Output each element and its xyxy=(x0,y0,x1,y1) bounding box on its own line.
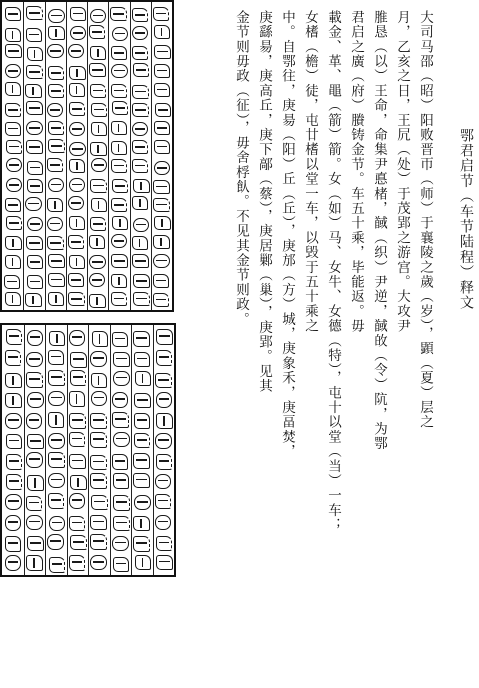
rubbing-glyph xyxy=(90,515,107,531)
rubbing-glyph xyxy=(156,392,173,408)
rubbing-glyph xyxy=(69,516,86,532)
rubbing-glyph xyxy=(6,454,23,470)
rubbing-glyph xyxy=(113,557,130,573)
rubbing-glyph xyxy=(70,26,86,40)
rubbing-glyph xyxy=(132,140,148,154)
rubbing-glyph xyxy=(48,84,64,98)
rubbing-glyph xyxy=(110,7,126,21)
rubbing-glyph xyxy=(68,292,84,306)
rubbing-glyph xyxy=(27,434,44,450)
rubbing-glyph xyxy=(6,216,22,230)
rubbing-glyph xyxy=(91,495,108,511)
rubbing-glyph xyxy=(133,63,149,77)
rubbing-column-divider xyxy=(110,325,111,575)
rubbing-column-divider xyxy=(153,325,154,575)
rubbing-glyph xyxy=(47,534,64,550)
rubbing-glyph xyxy=(153,7,169,21)
rubbing-glyph xyxy=(48,273,64,287)
rubbing-glyph xyxy=(48,370,65,386)
rubbing-glyph xyxy=(133,292,149,306)
rubbing-glyph xyxy=(154,83,170,97)
rubbing-glyph xyxy=(132,8,148,22)
rubbing-glyph xyxy=(26,352,43,368)
rubbing-glyph xyxy=(70,7,86,21)
rubbing-glyph xyxy=(112,454,129,470)
rubbing-glyph xyxy=(155,373,172,389)
rubbing-glyph xyxy=(5,198,21,212)
rubbing-glyph xyxy=(111,121,127,135)
rubbing-glyph xyxy=(69,555,86,571)
rubbing-glyph xyxy=(89,273,105,287)
rubbing-glyph xyxy=(111,198,127,212)
rubbing-glyph xyxy=(154,121,170,135)
rubbing-glyph xyxy=(112,536,129,552)
rubbing-glyph xyxy=(6,434,23,450)
rubbing-glyph xyxy=(90,84,106,98)
rubbing-column-divider xyxy=(45,325,46,575)
transcription-line-2: 月，乙亥之日，王凥（处）于茂郢之游宫。大攻尹 xyxy=(394,10,410,334)
rubbing-glyph xyxy=(69,413,86,429)
rubbing-glyph xyxy=(27,255,43,269)
rubbing-glyph xyxy=(90,534,107,550)
rubbing-glyph xyxy=(26,140,42,154)
rubbing-glyph xyxy=(5,7,21,21)
rubbing-glyph xyxy=(6,178,22,192)
rubbing-glyph xyxy=(89,235,105,249)
rubbing-glyph xyxy=(27,475,44,491)
rubbing-glyph xyxy=(90,413,107,429)
rubbing-glyph xyxy=(111,46,127,60)
rubbing-glyph xyxy=(91,122,107,136)
rubbing-glyph xyxy=(134,393,151,409)
rubbing-glyph xyxy=(154,216,170,230)
rubbing-glyph xyxy=(26,6,42,20)
rubbing-glyph xyxy=(48,26,64,40)
rubbing-glyph xyxy=(69,83,85,97)
rubbing-glyph xyxy=(5,515,22,531)
rubbing-glyph xyxy=(133,331,150,347)
rubbing-glyph xyxy=(5,536,22,552)
rubbing-glyph xyxy=(132,196,148,210)
rubbing-glyph xyxy=(90,473,107,489)
rubbing-glyph xyxy=(5,28,21,42)
rubbing-glyph xyxy=(90,179,106,193)
rubbing-glyph xyxy=(112,412,129,428)
rubbing-glyph xyxy=(132,159,148,173)
rubbing-glyph xyxy=(48,452,65,468)
rubbing-glyph xyxy=(26,372,43,388)
rubbing-glyph xyxy=(25,293,41,307)
rubbing-glyph xyxy=(6,158,22,172)
rubbing-glyph xyxy=(112,332,129,348)
rubbing-glyph xyxy=(47,198,63,212)
rubbing-glyph xyxy=(26,413,43,429)
rubbing-glyph xyxy=(113,473,130,489)
rubbing-glyph xyxy=(6,140,22,154)
rubbing-glyph xyxy=(111,274,127,288)
rubbing-glyph xyxy=(91,103,107,117)
rubbing-glyph xyxy=(48,66,64,80)
rubbing-glyph xyxy=(153,254,169,268)
transcription-line-4: 君启之廣（府）賸铸金节。车五十乘，毕能返。毋 xyxy=(348,10,364,334)
rubbing-glyph xyxy=(49,516,66,532)
rubbing-glyph xyxy=(48,493,65,509)
rubbing-glyph xyxy=(26,555,43,571)
rubbing-glyph xyxy=(90,9,106,23)
rubbing-glyph xyxy=(69,216,85,230)
rubbing-glyph xyxy=(113,516,130,532)
rubbing-glyph xyxy=(154,140,170,154)
rubbing-glyph xyxy=(153,274,169,288)
inscription-rubbing-bottom xyxy=(0,323,176,577)
rubbing-glyph xyxy=(70,475,87,491)
rubbing-glyph xyxy=(113,495,130,511)
rubbing-glyph xyxy=(155,494,172,510)
rubbing-glyph xyxy=(25,84,41,98)
rubbing-glyph xyxy=(155,474,172,490)
rubbing-glyph xyxy=(111,292,127,306)
rubbing-glyph xyxy=(132,122,148,136)
rubbing-glyph xyxy=(69,255,85,269)
rubbing-glyph xyxy=(48,139,64,153)
rubbing-glyph xyxy=(27,330,44,346)
rubbing-column-divider xyxy=(87,2,88,310)
rubbing-glyph xyxy=(91,391,108,407)
rubbing-glyph xyxy=(49,331,66,347)
rubbing-glyph xyxy=(153,293,169,307)
rubbing-glyph xyxy=(111,234,127,248)
rubbing-glyph xyxy=(48,121,64,135)
rubbing-glyph xyxy=(70,352,87,368)
rubbing-column-divider xyxy=(151,2,152,310)
rubbing-glyph xyxy=(69,330,86,346)
rubbing-glyph xyxy=(68,235,84,249)
rubbing-glyph xyxy=(90,555,107,571)
rubbing-glyph xyxy=(48,412,65,428)
rubbing-column-divider xyxy=(67,325,68,575)
rubbing-glyph xyxy=(5,413,22,429)
rubbing-glyph xyxy=(48,254,64,268)
rubbing-glyph xyxy=(26,121,42,135)
rubbing-glyph xyxy=(26,28,42,42)
rubbing-glyph xyxy=(27,217,43,231)
rubbing-glyph xyxy=(134,495,151,511)
rubbing-glyph xyxy=(27,161,43,175)
rubbing-column-divider xyxy=(88,325,89,575)
rubbing-column-divider xyxy=(66,2,67,310)
rubbing-glyph xyxy=(47,217,63,231)
rubbing-glyph xyxy=(153,235,169,249)
transcription-line-6: 女榰（檐）徒，屯廿榰以堂一车，以毁于五十乘之 xyxy=(302,10,318,334)
rubbing-glyph xyxy=(69,454,86,470)
transcription-line-8: 庚繇昜，庚高丘，庚下鄗（蔡），庚居鄛（巢），庚郢。见其 xyxy=(256,10,272,394)
rubbing-glyph xyxy=(70,370,87,386)
rubbing-glyph xyxy=(134,433,151,449)
inscription-rubbing-top xyxy=(0,0,174,312)
rubbing-glyph xyxy=(112,216,128,230)
rubbing-glyph xyxy=(48,433,65,449)
rubbing-glyph xyxy=(89,255,105,269)
rubbing-glyph xyxy=(47,44,63,58)
rubbing-glyph xyxy=(113,371,130,387)
rubbing-glyph xyxy=(156,555,173,571)
rubbing-glyph xyxy=(5,82,21,96)
rubbing-glyph xyxy=(135,371,152,387)
rubbing-glyph xyxy=(111,84,127,98)
rubbing-glyph xyxy=(112,392,129,408)
rubbing-glyph xyxy=(26,452,43,468)
rubbing-glyph xyxy=(90,351,107,367)
rubbing-column-divider xyxy=(24,325,25,575)
transcription-title: 鄂君启节（车节陆程）释文 xyxy=(458,128,474,311)
transcription-text xyxy=(185,10,473,570)
rubbing-glyph xyxy=(5,103,21,117)
rubbing-glyph xyxy=(89,63,105,77)
rubbing-glyph xyxy=(48,178,64,192)
rubbing-glyph xyxy=(154,161,170,175)
rubbing-glyph xyxy=(25,197,41,211)
rubbing-glyph xyxy=(69,391,86,407)
rubbing-glyph xyxy=(27,47,43,61)
rubbing-glyph xyxy=(111,159,127,173)
rubbing-glyph xyxy=(69,66,85,80)
rubbing-column-divider xyxy=(45,2,46,310)
rubbing-glyph xyxy=(91,198,107,212)
rubbing-glyph xyxy=(156,350,173,366)
rubbing-glyph xyxy=(26,101,42,115)
rubbing-glyph xyxy=(113,432,130,448)
rubbing-glyph xyxy=(47,103,63,117)
rubbing-glyph xyxy=(27,536,44,552)
rubbing-glyph xyxy=(132,254,148,268)
rubbing-glyph xyxy=(132,236,148,250)
rubbing-glyph xyxy=(69,178,85,192)
rubbing-glyph xyxy=(132,103,148,117)
rubbing-glyph xyxy=(68,44,84,58)
rubbing-glyph xyxy=(156,329,173,345)
rubbing-glyph xyxy=(27,392,44,408)
rubbing-glyph xyxy=(48,292,64,306)
rubbing-glyph xyxy=(134,352,151,368)
rubbing-glyph xyxy=(48,473,65,489)
rubbing-glyph xyxy=(92,331,109,347)
rubbing-glyph xyxy=(90,455,107,471)
rubbing-glyph xyxy=(132,85,148,99)
rubbing-glyph xyxy=(133,453,150,469)
rubbing-glyph xyxy=(6,474,23,490)
rubbing-glyph xyxy=(26,236,42,250)
rubbing-glyph xyxy=(48,391,65,407)
rubbing-glyph xyxy=(70,535,87,551)
rubbing-glyph xyxy=(69,142,85,156)
rubbing-glyph xyxy=(47,158,63,172)
rubbing-glyph xyxy=(69,102,85,116)
rubbing-glyph xyxy=(91,373,108,389)
rubbing-glyph xyxy=(27,179,43,193)
rubbing-glyph xyxy=(154,45,170,59)
transcription-line-7: 中。自鄂往，庚昜（阳）丘（丘），庚邡（方）城，庚象禾，庚畐焚， xyxy=(279,10,295,459)
rubbing-glyph xyxy=(153,198,169,212)
rubbing-glyph xyxy=(133,218,149,232)
rubbing-glyph xyxy=(69,493,86,509)
transcription-line-1: 大司马邵（昭）阳败晋帀（师）于襄陵之歲（岁），顕（夏）层之 xyxy=(417,10,433,430)
rubbing-glyph xyxy=(27,275,43,289)
rubbing-glyph xyxy=(133,516,150,532)
rubbing-glyph xyxy=(154,25,170,39)
rubbing-glyph xyxy=(89,25,105,39)
rubbing-glyph xyxy=(134,413,151,429)
rubbing-column-divider xyxy=(130,2,131,310)
rubbing-glyph xyxy=(112,179,128,193)
rubbing-glyph xyxy=(68,273,84,287)
rubbing-glyph xyxy=(156,454,173,470)
rubbing-glyph xyxy=(111,254,127,268)
transcription-line-5: 載金、革、黽（箭）箭。女（如）马、女牛、女德（特），屯十以堂（当）一车； xyxy=(325,10,341,533)
rubbing-glyph xyxy=(6,329,23,345)
rubbing-glyph xyxy=(69,122,85,136)
rubbing-glyph xyxy=(156,413,173,429)
rubbing-glyph xyxy=(5,64,21,78)
rubbing-glyph xyxy=(90,142,106,156)
rubbing-column-divider xyxy=(108,2,109,310)
rubbing-glyph xyxy=(154,64,170,78)
rubbing-glyph xyxy=(135,555,152,571)
rubbing-glyph xyxy=(49,557,66,573)
rubbing-glyph xyxy=(5,555,22,571)
rubbing-glyph xyxy=(68,196,84,210)
rubbing-glyph xyxy=(26,496,43,512)
rubbing-glyph xyxy=(5,236,21,250)
rubbing-glyph xyxy=(48,9,64,23)
rubbing-glyph xyxy=(69,432,86,448)
rubbing-glyph xyxy=(5,393,22,409)
rubbing-column-divider xyxy=(131,325,132,575)
rubbing-glyph xyxy=(91,158,107,172)
rubbing-glyph xyxy=(153,180,169,194)
rubbing-glyph xyxy=(5,494,22,510)
rubbing-glyph xyxy=(5,292,21,306)
rubbing-column-divider xyxy=(23,2,24,310)
rubbing-glyph xyxy=(155,433,172,449)
rubbing-glyph xyxy=(111,64,127,78)
rubbing-glyph xyxy=(26,515,43,531)
rubbing-glyph xyxy=(133,179,149,193)
rubbing-glyph xyxy=(47,236,63,250)
rubbing-glyph xyxy=(69,159,85,173)
rubbing-glyph xyxy=(113,352,130,368)
rubbing-glyph xyxy=(133,473,150,489)
rubbing-glyph xyxy=(90,432,107,448)
rubbing-glyph xyxy=(133,536,150,552)
rubbing-glyph xyxy=(90,217,106,231)
rubbing-glyph xyxy=(5,255,21,269)
rubbing-glyph xyxy=(48,350,65,366)
rubbing-glyph xyxy=(132,26,148,40)
rubbing-glyph xyxy=(132,46,148,60)
rubbing-glyph xyxy=(90,46,106,60)
rubbing-glyph xyxy=(89,294,105,308)
transcription-line-3: 脽恳（以）王命，命集尹悳楮，馘（织）尹逆，馘敀（令）阬，为鄂 xyxy=(371,10,387,451)
rubbing-glyph xyxy=(155,515,172,531)
rubbing-glyph xyxy=(133,274,149,288)
rubbing-glyph xyxy=(112,27,128,41)
rubbing-glyph xyxy=(112,101,128,115)
rubbing-glyph xyxy=(5,350,22,366)
rubbing-glyph xyxy=(111,141,127,155)
rubbing-glyph xyxy=(155,103,171,117)
rubbing-glyph xyxy=(26,65,42,79)
transcription-line-9: 金节则毋政（征），毋舍桴飤。不见其金节则政。 xyxy=(233,10,249,327)
rubbing-glyph xyxy=(5,373,22,389)
rubbing-glyph xyxy=(156,536,173,552)
rubbing-glyph xyxy=(5,122,21,136)
rubbing-glyph xyxy=(4,275,20,289)
rubbing-glyph xyxy=(5,44,21,58)
